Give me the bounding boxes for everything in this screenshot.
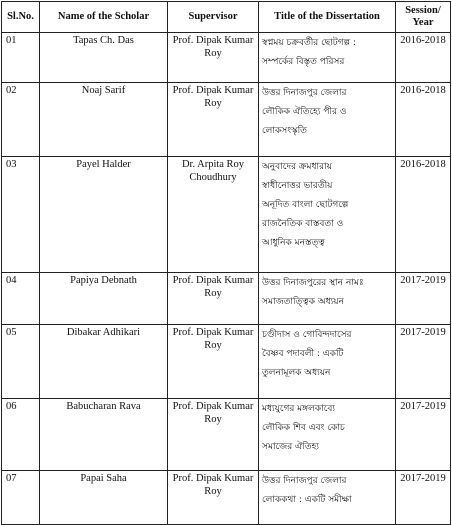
supervisor-cell: Dr. Arpita Roy Choudhury — [168, 157, 259, 273]
dissertation-title-cell — [259, 157, 396, 273]
supervisor-cell: Prof. Dipak Kumar Roy — [168, 471, 259, 525]
scholar-name-cell: Papai Saha — [40, 471, 168, 525]
supervisor-cell: Prof. Dipak Kumar Roy — [168, 325, 259, 399]
dissertation-title-cell — [259, 273, 396, 325]
session-cell: 2017-2019 — [396, 471, 451, 525]
title-line: মধ্যযুগের মঙ্গলকাব্যে — [262, 404, 335, 414]
title-line: তুলনামূলক অধ্যয়ন — [262, 368, 331, 378]
sl-no-cell: 06 — [2, 399, 40, 471]
scholar-name-cell: Noaj Sarif — [40, 83, 168, 157]
table-row — [2, 471, 451, 525]
scholar-name-cell: Dibakar Adhikari — [40, 325, 168, 399]
title-line: লোকসংস্কৃতি — [262, 126, 307, 136]
supervisor-cell: Prof. Dipak Kumar Roy — [168, 399, 259, 471]
table-row — [2, 399, 451, 471]
title-line: সমাজের ঐতিহ্য — [262, 442, 319, 452]
dissertation-title-cell — [259, 83, 396, 157]
header-session-year: Session/ Year — [396, 2, 451, 33]
sl-no-cell: 04 — [2, 273, 40, 325]
title-line: সমাজতাত্ত্বিক অধ্যয়ন — [262, 297, 344, 307]
table-row — [2, 157, 451, 273]
supervisor-cell: Prof. Dipak Kumar Roy — [168, 273, 259, 325]
sl-no-cell: 01 — [2, 33, 40, 83]
title-line: উত্তর দিনাজপুর জেলার — [262, 88, 347, 98]
session-cell: 2016-2018 — [396, 157, 451, 273]
title-line: স্বাধীনোত্তর ভারতীয় — [262, 181, 333, 191]
dissertation-title-cell — [259, 399, 396, 471]
dissertation-title-cell — [259, 471, 396, 525]
title-line: বৈষ্ণব পদাবলী : একটি — [262, 349, 344, 359]
sl-no-cell: 03 — [2, 157, 40, 273]
scholar-name-cell: Babucharan Rava — [40, 399, 168, 471]
title-line: উত্তর দিনাজপুর জেলার — [262, 476, 347, 486]
title-line: লোককথা : একটি সমীক্ষা — [262, 495, 352, 505]
title-line: রাজনৈতিক বাস্তবতা ও — [262, 219, 344, 229]
title-line: অনূদিত বাংলা ছোটগল্পে — [262, 200, 349, 210]
title-line: লৌকিক ঐতিহ্যে পীর ও — [262, 107, 347, 117]
header-sl-no: Sl.No. — [2, 2, 40, 33]
title-line: সম্পর্কের বিস্তৃত পরিসর — [262, 57, 345, 67]
header-row — [2, 2, 451, 33]
session-cell: 2016-2018 — [396, 33, 451, 83]
session-cell: 2016-2018 — [396, 83, 451, 157]
header-supervisor: Supervisor — [168, 2, 259, 33]
title-line: উত্তর দিনাজপুরের স্থান নামঃ — [262, 278, 364, 288]
scholar-name-cell: Tapas Ch. Das — [40, 33, 168, 83]
session-cell: 2017-2019 — [396, 273, 451, 325]
title-line: স্বপ্নময় চক্রবর্তীর ছোটগল্প : — [262, 38, 356, 48]
dissertation-title-cell — [259, 325, 396, 399]
scholars-table — [1, 1, 451, 525]
header-dissertation-title: Title of the Dissertation — [259, 2, 396, 33]
table-row — [2, 273, 451, 325]
table-row — [2, 33, 451, 83]
title-line: চণ্ডীদাস ও গোবিন্দদাসের — [262, 330, 352, 340]
title-line: অনুবাদের ক্রমধারায় — [262, 162, 332, 172]
sl-no-cell: 07 — [2, 471, 40, 525]
scholar-name-cell: Payel Halder — [40, 157, 168, 273]
supervisor-cell: Prof. Dipak Kumar Roy — [168, 33, 259, 83]
session-cell: 2017-2019 — [396, 399, 451, 471]
title-line: আধুনিক মনস্তত্ত্ব — [262, 238, 325, 248]
table-row — [2, 325, 451, 399]
header-scholar-name: Name of the Scholar — [40, 2, 168, 33]
scholar-name-cell: Papiya Debnath — [40, 273, 168, 325]
session-cell: 2017-2019 — [396, 325, 451, 399]
table-row — [2, 83, 451, 157]
sl-no-cell: 02 — [2, 83, 40, 157]
dissertation-title-cell — [259, 33, 396, 83]
supervisor-cell: Prof. Dipak Kumar Roy — [168, 83, 259, 157]
title-line: লৌকিক শিব এবং কোচ — [262, 423, 345, 433]
sl-no-cell: 05 — [2, 325, 40, 399]
